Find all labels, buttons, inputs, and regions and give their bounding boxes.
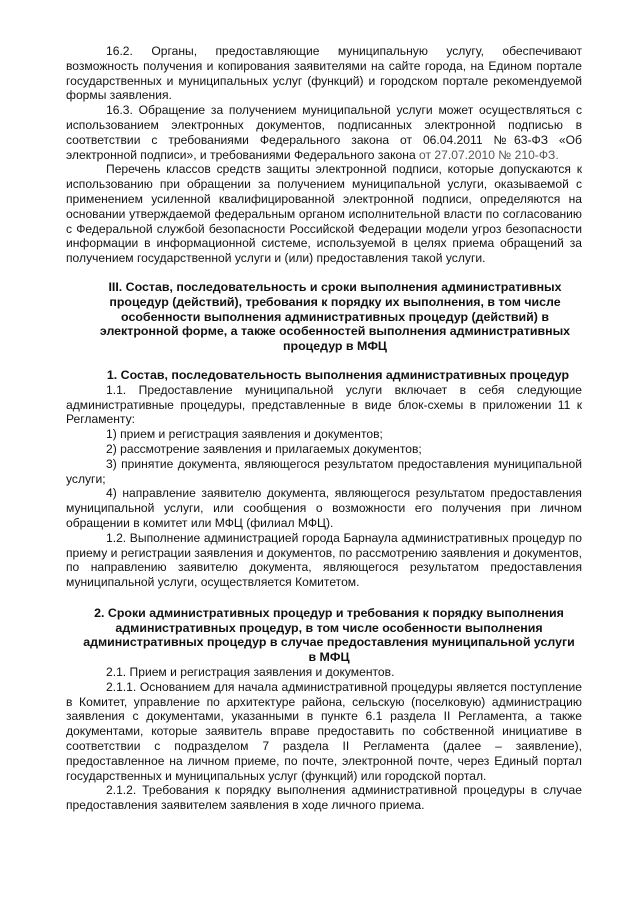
paragraph-16-3-tail: от 27.07.2010 № 210-ФЗ.	[419, 147, 559, 162]
paragraph-2-1-2: 2.1.2. Требования к порядку выполнения административной процедуры в случае предоставления заявителем заявления в ходе личного приема.	[66, 783, 582, 813]
paragraph-signature-classes: Перечень классов средств защиты электронной подписи, которые допускаются к использованию при обращении за получением муниципальной услуги, оказываемой с применением усиленной квалифицированной электронной подписи, определяются на основании утверждаемой федеральным органом исполнительной власти по согласованию с Федеральной службой безопасности Российской Федерации модели угроз безопасности информации в информационной системе, используемой в целях приема обращений за получением государственной услуги и (или) предоставления такой услуги.	[66, 162, 582, 266]
paragraph-16-3	[66, 103, 582, 162]
subsection-2-heading: 2. Сроки административных процедур и требования к порядку выполнения административных процедур, в том числе особенности выполнения административных процедур в случае предоставления муниципальной услуги в МФЦ	[83, 605, 575, 665]
subsection-1-heading: 1. Состав, последовательность выполнения административных процедур	[106, 367, 570, 382]
paragraph-1-2: 1.2. Выполнение администрацией города Барнаула административных процедур по приему и регистрации заявления и документов, по рассмотрению заявления и документов, по направлению заявителю документа, являющегося результатом предоставления муниципальной услуги, осуществляется Комитетом.	[66, 530, 582, 590]
paragraph-1-1: 1.1. Предоставление муниципальной услуги включает в себя следующие административные процедуры, представленные в виде блок-схемы в приложении 11 к Регламенту:	[66, 382, 582, 427]
paragraph-16-2: 16.2. Органы, предоставляющие муниципальную услугу, обеспечивают возможность получения и копирования заявителями на сайте города, на Едином портале государственных и муниципальных услуг (функций) и городском портале рекомендуемой формы заявления.	[66, 44, 582, 103]
list-item: 4) направление заявителю документа, являющегося результатом предоставления муниципальной услуги, или сообщения о возможности его получения при личном обращении в комитет или МФЦ (филиал МФЦ).	[66, 486, 582, 530]
paragraph-2-1: 2.1. Прием и регистрация заявления и документов.	[106, 665, 395, 680]
list-item: 2) рассмотрение заявления и прилагаемых документов;	[106, 441, 422, 456]
list-item: 1) прием и регистрация заявления и документов;	[106, 427, 383, 442]
paragraph-16-3-main: 16.3. Обращение за получением муниципальной услуги может осуществляться с использованием электронных документов, подписанных электронной подписью в соответствии с требованиями Федерального закона от 06.04.2011 №63-ФЗ «Об электронной подписи», и требованиями Федерального закона	[66, 103, 582, 162]
section-3-heading: III. Состав, последовательность и сроки выполнения административных процедур (действий), требования к порядку их выполнения, в том числе особенности выполнения административных процедур (действий) в электронной форме, а также особенностей выполнения административных процедур в МФЦ	[99, 279, 571, 354]
list-item: 3) принятие документа, являющегося результатом предоставления муниципальной услуги;	[66, 456, 582, 486]
paragraph-2-1-1: 2.1.1. Основанием для начала административной процедуры является поступление в Комитет, управление по архитектуре района, сельскую (поселковую) администрацию заявления с документами, указанными в пункте 6.1 раздела II Регламента, а также документами, которые заявитель вправе предоставить по собственной инициативе в соответствии с подразделом 7 раздела II Регламента (далее – заявление), предоставленное на личном приеме, по почте, электронной почте, через Единый портал государственных и муниципальных услуг (функций) или городской портал.	[66, 679, 582, 783]
